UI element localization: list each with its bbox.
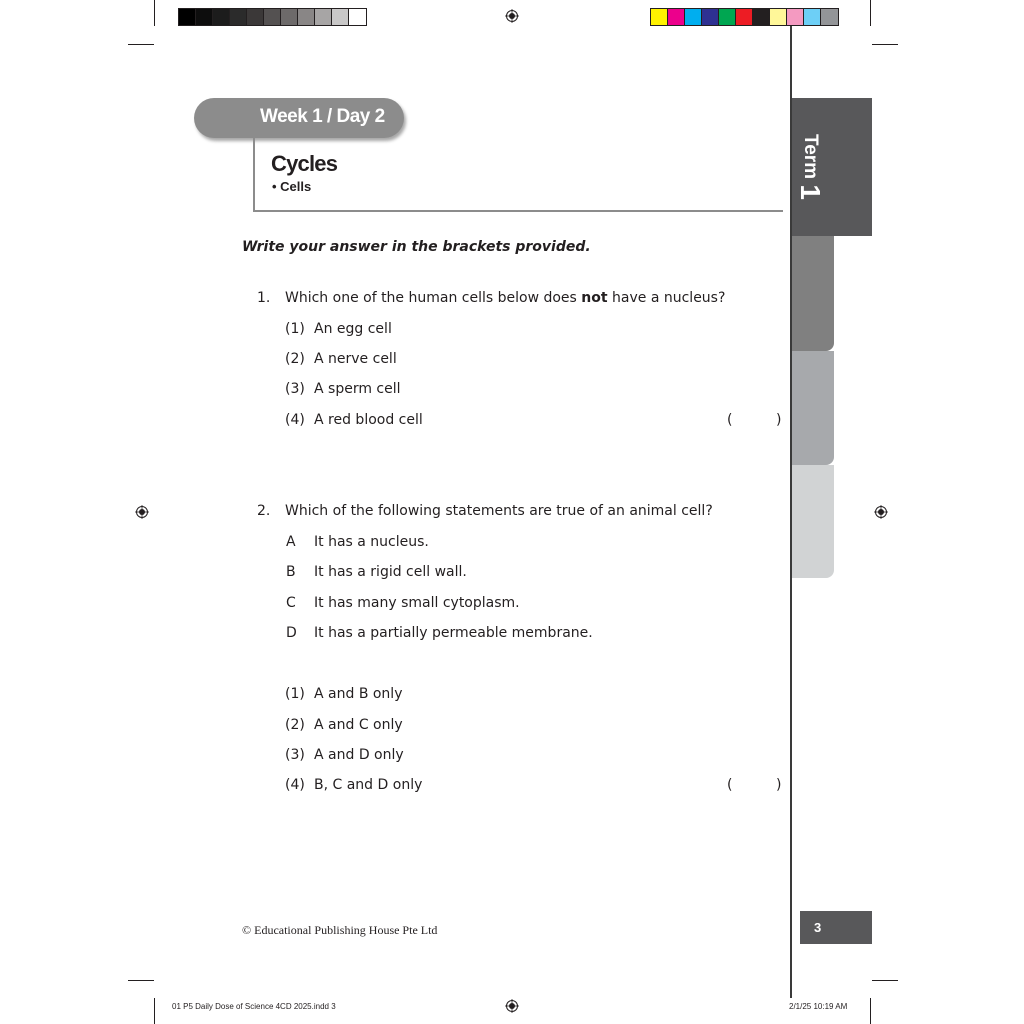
color-swatch [264, 9, 281, 25]
question-text-emphasis: not [581, 290, 608, 306]
color-swatch [196, 9, 213, 25]
crop-mark [872, 980, 898, 981]
week-day-pill [194, 98, 404, 138]
color-swatch [230, 9, 247, 25]
statement-text: It has a nucleus. [314, 534, 429, 550]
crop-mark [128, 44, 154, 45]
option-key: (4) [285, 412, 305, 428]
crop-mark [872, 44, 898, 45]
crop-mark [128, 980, 154, 981]
option-text: A and D only [314, 747, 404, 763]
question-1-text [285, 290, 725, 306]
slug-file-name: 01 P5 Daily Dose of Science 4CD 2025.indd 3 [172, 1002, 336, 1011]
cmyk-color-bar [650, 8, 839, 26]
statement-text: It has many small cytoplasm. [314, 595, 520, 611]
color-swatch [315, 9, 332, 25]
option-text: A nerve cell [314, 351, 397, 367]
instruction-text: Write your answer in the brackets provided. [242, 239, 591, 255]
question-text-part: have a nucleus? [607, 290, 726, 306]
page-number-tab [800, 911, 872, 944]
question-text-part: Which one of the human cells below does [285, 290, 582, 306]
option-text: A sperm cell [314, 381, 401, 397]
color-swatch [770, 9, 787, 25]
question-number: 1. [257, 290, 271, 306]
question-2-text: Which of the following statements are true of an animal cell? [285, 503, 713, 519]
option-text: A red blood cell [314, 412, 423, 428]
question-number: 2. [257, 503, 271, 519]
registration-mark-icon [135, 505, 149, 519]
option-text: A and B only [314, 686, 403, 702]
crop-mark [870, 998, 871, 1024]
option-text: B, C and D only [314, 777, 423, 793]
color-swatch [298, 9, 315, 25]
term-label [795, 134, 826, 214]
answer-bracket-close[interactable]: ) [776, 777, 782, 793]
statement-text: It has a partially permeable membrane. [314, 625, 593, 641]
color-swatch [719, 9, 736, 25]
color-swatch [651, 9, 668, 25]
registration-mark-icon [874, 505, 888, 519]
statement-key: D [286, 625, 297, 641]
statement-key: A [286, 534, 296, 550]
page-number: 3 [814, 920, 822, 935]
color-swatch [685, 9, 702, 25]
registration-mark-icon [505, 9, 519, 23]
answer-bracket-close[interactable]: ) [776, 412, 782, 428]
color-swatch [281, 9, 298, 25]
color-swatch [247, 9, 264, 25]
registration-mark-icon [505, 999, 519, 1013]
topic-subtitle: • Cells [272, 179, 312, 194]
option-key: (2) [285, 717, 305, 733]
side-tab-2 [792, 236, 834, 351]
color-swatch [702, 9, 719, 25]
term-word: Term [800, 134, 821, 180]
week-day-label: Week 1 / Day 2 [260, 106, 385, 127]
color-swatch [179, 9, 196, 25]
answer-bracket-open[interactable]: ( [727, 777, 733, 793]
grey-color-bar [178, 8, 367, 26]
color-swatch [787, 9, 804, 25]
color-swatch [821, 9, 838, 25]
color-swatch [349, 9, 366, 25]
statement-text: It has a rigid cell wall. [314, 564, 467, 580]
crop-mark [154, 0, 155, 26]
option-text: A and C only [314, 717, 403, 733]
option-key: (1) [285, 321, 305, 337]
side-tab-3 [792, 351, 834, 465]
answer-bracket-open[interactable]: ( [727, 412, 733, 428]
option-key: (3) [285, 747, 305, 763]
option-key: (3) [285, 381, 305, 397]
color-swatch [332, 9, 349, 25]
color-swatch [753, 9, 770, 25]
side-tab-4 [792, 465, 834, 578]
color-swatch [804, 9, 821, 25]
option-key: (1) [285, 686, 305, 702]
color-swatch [213, 9, 230, 25]
option-key: (2) [285, 351, 305, 367]
statement-key: B [286, 564, 296, 580]
slug-date: 2/1/25 10:19 AM [789, 1002, 848, 1011]
crop-mark [870, 0, 871, 26]
option-text: An egg cell [314, 321, 392, 337]
crop-mark [154, 998, 155, 1024]
option-key: (4) [285, 777, 305, 793]
topic-title: Cycles [271, 151, 338, 176]
color-swatch [668, 9, 685, 25]
statement-key: C [286, 595, 296, 611]
copyright-text: © Educational Publishing House Pte Ltd [242, 923, 438, 937]
color-swatch [736, 9, 753, 25]
term-number: 1 [795, 184, 826, 200]
